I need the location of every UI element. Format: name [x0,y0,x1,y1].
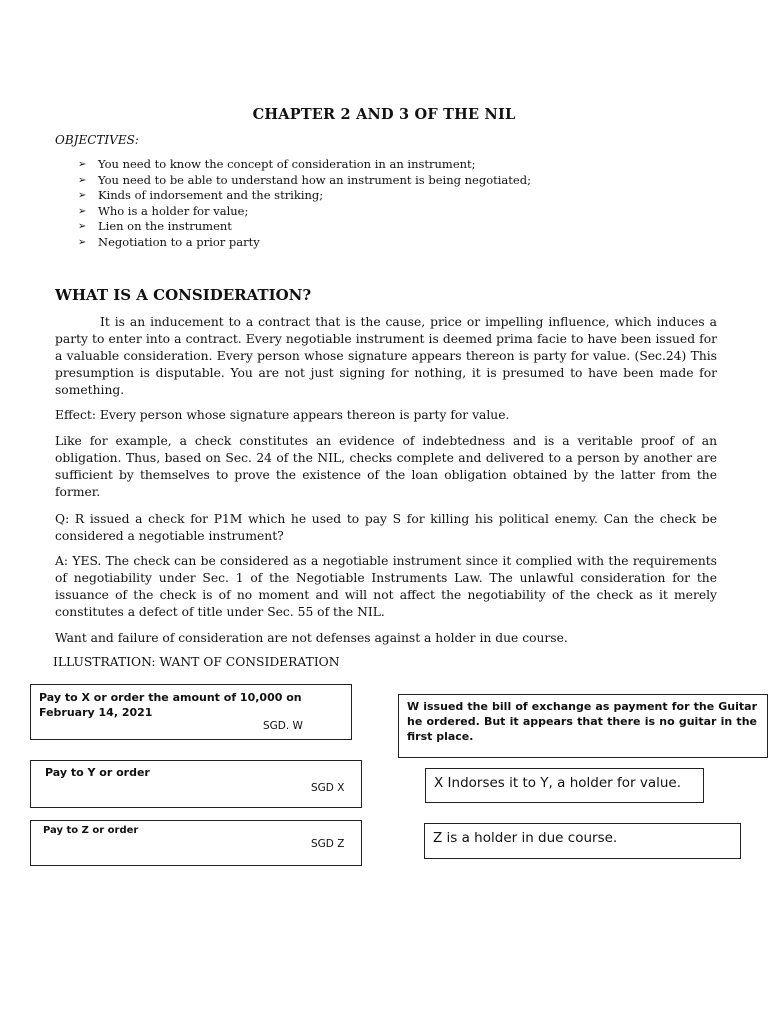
paragraph-answer: A: YES. The check can be considered as a negotiable instrument since it complied with the requirements of negotiability under Sec. 1 of the Negotiable Instruments Law. The unlawful consideration for the issuance of the check is of no moment and will not affect the negotiability of the check as it merely constitutes a defect of title under Sec. 55 of the NIL. [55,554,717,619]
section-heading: WHAT IS A CONSIDERATION? [55,286,312,304]
note-text: Z is a holder in due course. [433,830,618,846]
paragraph-question: Q: R issued a check for P1M which he used to pay S for killing his political enemy. Can the check be considered a negotiable instrument? [55,512,717,543]
note-box-x-indorses [425,768,704,803]
list-item: ➢ Kinds of indorsement and the striking; [78,188,324,203]
objectives-list [78,157,531,251]
list-item: ➢ You need to be able to understand how an instrument is being negotiated; [78,172,531,187]
list-item: ➢ You need to know the concept of consideration in an instrument; [78,157,476,171]
instrument-text: Pay to Z or order [43,825,139,836]
illustration-label: ILLUSTRATION: WANT OF CONSIDERATION [53,655,340,669]
instrument-text: Pay to Y or order [45,766,150,779]
page-title: CHAPTER 2 AND 3 OF THE NIL [252,106,516,123]
arrow-bullet-icon: ➢ [78,236,87,248]
objectives-label: OBJECTIVES: [55,133,139,147]
arrow-bullet-icon: ➢ [78,174,87,186]
signature-label: SGD. W [263,720,303,732]
signature-label: SGD Z [311,838,345,850]
arrow-bullet-icon: ➢ [78,190,87,202]
arrow-bullet-icon: ➢ [78,205,87,217]
paragraph-definition: It is an inducement to a contract that is the cause, price or impelling influence, which induces a party to enter into a contract. Every negotiable instrument is deemed prima facie to have been issued for a valuable consideration. Every person whose signature appears thereon is party for value. (Sec.24) This presumption is disputable. You are not just signing for nothing, it is presumed to have been made for something. [55,315,717,397]
signature-label: SGD X [311,782,345,794]
note-box-w [398,694,768,758]
arrow-bullet-icon: ➢ [78,159,87,170]
note-text: W issued the bill of exchange as payment for the Guitar he ordered. But it appears that there is no guitar in the first place. [407,700,757,743]
instrument-box-x [30,684,352,740]
list-item: ➢ Who is a holder for value; [78,203,249,218]
arrow-bullet-icon: ➢ [78,221,87,233]
instrument-text: Pay to X or order the amount of 10,000 on February 14, 2021 [39,691,302,719]
list-item: ➢ Negotiation to a prior party [78,234,260,249]
paragraph-defenses: Want and failure of consideration are not defenses against a holder in due course. [55,631,568,645]
paragraph-effect: Effect: Every person whose signature appears thereon is party for value. [55,408,510,422]
note-box-z-holder [424,823,741,859]
paragraph-example: Like for example, a check constitutes an evidence of indebtedness and is a veritable proof of an obligation. Thus, based on Sec. 24 of the NIL, checks complete and delivered to a person by another are sufficient by themselves to prove the existence of the loan obligation obtained by the latter from the former. [55,434,717,499]
list-item: ➢ Lien on the instrument [78,219,232,234]
note-text: X Indorses it to Y, a holder for value. [434,775,681,791]
instrument-box-z [30,820,362,866]
instrument-box-y [30,760,362,808]
